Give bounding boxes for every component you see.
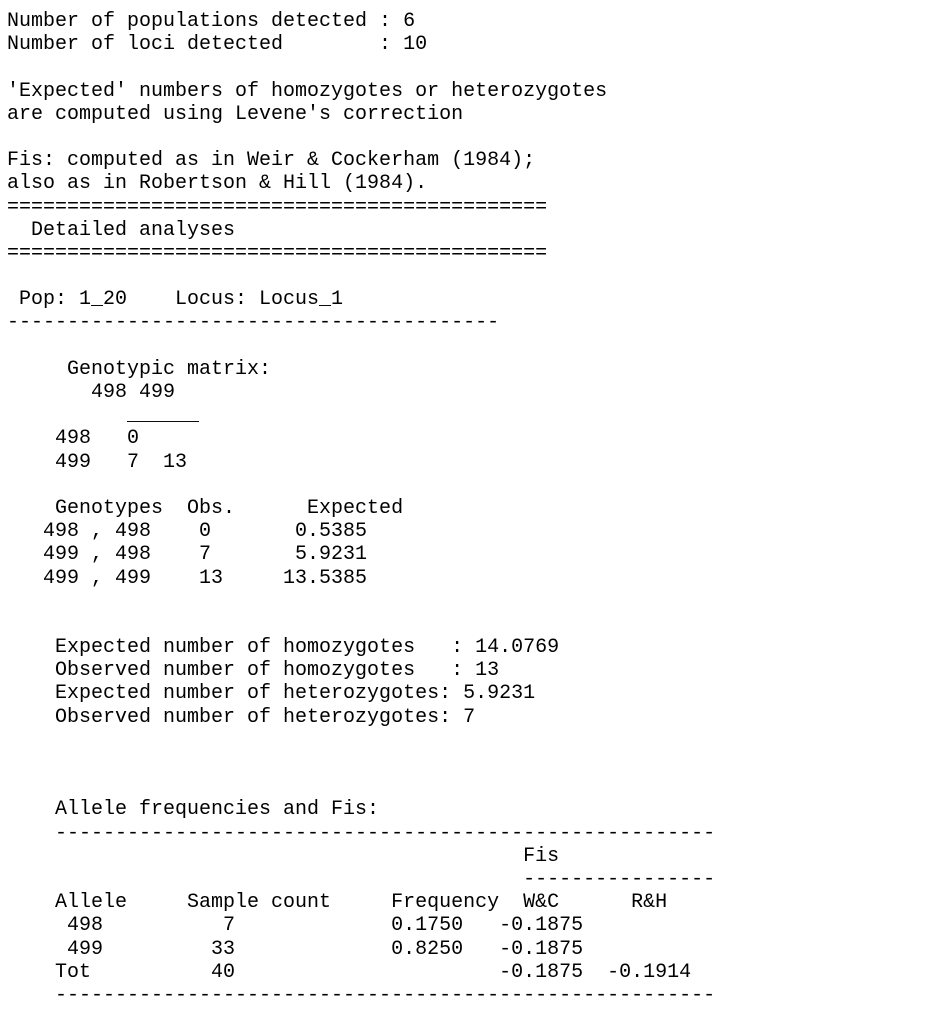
genotypes-header: Genotypes Obs. Expected [7,496,404,520]
allele-table-title: Allele frequencies and Fis: [7,798,380,822]
expected-note: are computed using Levene's correction [7,102,464,126]
allele-table-header: Allele Sample count Frequency W&C R&H [7,891,668,915]
dash-rule: ----------------------------------------- [7,311,500,335]
dash-rule: ------------------------------------------------------- [7,821,716,845]
section-title: Detailed analyses [7,218,236,242]
genotypic-matrix-row: 499 7 13 [7,450,188,474]
summary-line: Expected number of heterozygotes: 5.9231 [7,682,536,706]
fis-label: Fis [7,844,560,868]
allele-row: 499 33 0.8250 -0.1875 [7,937,584,961]
loci-count: Number of loci detected : 10 [7,33,428,57]
genotypes-row: 499 , 498 7 5.9231 [7,543,368,567]
dash-rule: ------------------------------------------------------- [7,983,716,1007]
fis-rule: ---------------- [7,867,716,891]
blank-line [7,335,715,358]
genotypic-matrix-underline: ______ [7,404,200,428]
double-rule: ============================================= [7,241,548,265]
blank-line [7,590,715,613]
blank-line [7,126,715,149]
expected-note: 'Expected' numbers of homozygotes or heterozygotes [7,79,608,103]
blank-line [7,752,715,775]
blank-line [7,775,715,798]
genotypes-row: 499 , 499 13 13.5385 [7,566,368,590]
allele-row: 498 7 0.1750 -0.1875 [7,914,584,938]
fis-note: also as in Robertson & Hill (1984). [7,172,428,196]
allele-total-row: Tot 40 -0.1875 -0.1914 [7,960,692,984]
blank-line [7,265,715,288]
blank-line [7,613,715,636]
blank-line [7,729,715,752]
summary-line: Expected number of homozygotes : 14.0769 [7,636,560,660]
double-rule: ============================================= [7,195,548,219]
blank-line [7,474,715,497]
genotypic-matrix-row: 498 0 [7,427,140,451]
blank-line [7,56,715,79]
fis-note: Fis: computed as in Weir & Cockerham (1984); [7,149,536,173]
analysis-output [7,10,715,1007]
genotypes-row: 498 , 498 0 0.5385 [7,520,368,544]
genotypic-matrix-title: Genotypic matrix: [7,357,272,381]
genotypic-matrix-columns: 498 499 [7,381,176,404]
summary-line: Observed number of homozygotes : 13 [7,659,500,683]
pop-locus-line: Pop: 1_20 Locus: Locus_1 [7,288,344,312]
summary-line: Observed number of heterozygotes: 7 [7,705,476,729]
populations-count: Number of populations detected : 6 [7,10,416,33]
